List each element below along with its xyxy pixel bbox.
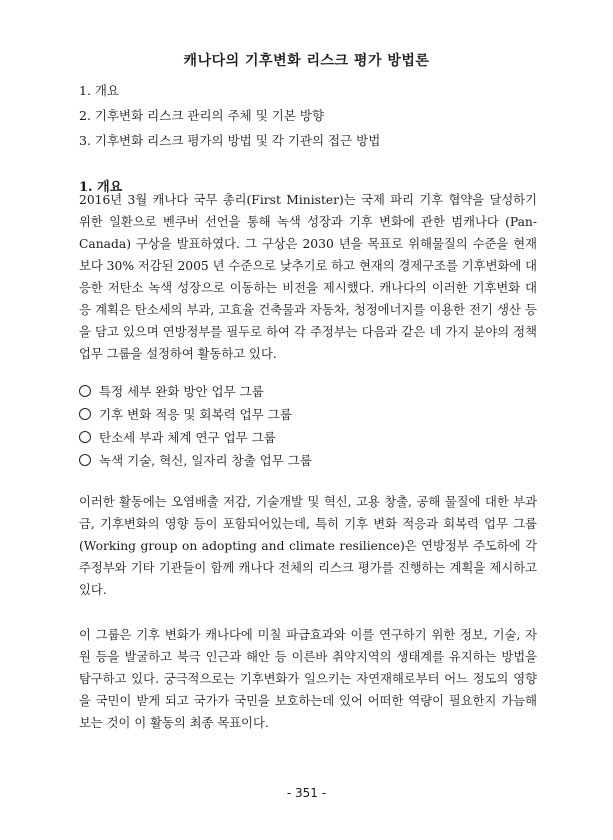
list-item-text: 기후 변화 적응 및 회복력 업무 그룹 [99,407,292,422]
toc-item: 1. 개요 [79,83,120,98]
table-of-contents [79,78,380,153]
document-title: 캐나다의 기후변화 리스크 평가 방법론 [183,53,430,69]
circle-bullet-icon [79,385,91,397]
list-item-text: 특정 세부 완화 방안 업무 그룹 [99,384,264,399]
list-item [79,426,312,449]
list-item-text: 탄소세 부과 체계 연구 업무 그룹 [99,430,276,445]
paragraph-goals: 이 그룹은 기후 변화가 캐나다에 미칠 파급효과와 이를 연구하기 위한 정보, 기술, 자원 등을 발굴하고 북극 인근과 해안 등 이른바 취약지역의 생태계를 유지하는 방법을 탐구하고 있다. 궁극적으로는 기후변화가 일으키는 자연재해로부터 어느 정도의 영향을 국민이 받게 되고 국가가 국민을 보호하는데 있어 어떠한 역량이 필요한지 가늠해 보는 것이 이 활동의 최종 목표이다. [79,628,537,730]
circle-bullet-icon [79,454,91,466]
toc-item: 3. 기후변화 리스크 평가의 방법 및 각 기관의 접근 방법 [79,133,381,148]
section-heading: 1. 개요 [79,180,123,195]
paragraph-activities: 이러한 활동에는 오염배출 저감, 기술개발 및 혁신, 고용 창출, 공해 물질에 대한 부과금, 기후변화의 영향 등이 포함되어있는데, 특히 기후 변화 적응과 회복력 업무 그룹 (Working group on adopting and climate resilience)은 연방정부 주도하에 각 주정부와 기타 기관들이 함께 캐나다 전체의 리스크 평가를 진행하는 계획을 제시하고 있다. [79,495,537,597]
bullet-list [79,380,312,472]
circle-bullet-icon [79,408,91,420]
circle-bullet-icon [79,431,91,443]
list-item [79,449,312,472]
list-item [79,380,312,403]
toc-item: 2. 기후변화 리스크 관리의 주체 및 기본 방향 [79,108,325,123]
paragraph-intro: 2016년 3월 캐나다 국무 총리(First Minister)는 국제 파리 기후 협약을 달성하기 위한 일환으로 벤쿠버 선언을 통해 녹색 성장과 기후 변화에 관한 범캐나다 (Pan-Canada) 구상을 발표하였다. 그 구상은 2030 년을 목표로 위해물질의 수준을 현재보다 30% 저감된 2005 년 수준으로 낮추기로 하고 현재의 경제구조를 기후변화에 대응한 저탄소 녹색 성장으로 이동하는 비전을 제시했다. 캐나다의 이러한 기후변화 대응 계획은 탄소세의 부과, 고효율 건축물과 자동차, 청정에너지를 이용한 전기 생산 등을 담고 있으며 연방정부를 필두로 하여 각 주정부는 다음과 같은 네 가지 분야의 정책 업무 그룹을 설정하여 활동하고 있다. [79,193,537,361]
list-item-text: 녹색 기술, 혁신, 일자리 창출 업무 그룹 [99,453,312,468]
page-number: - 351 - [286,786,327,800]
list-item [79,403,312,426]
